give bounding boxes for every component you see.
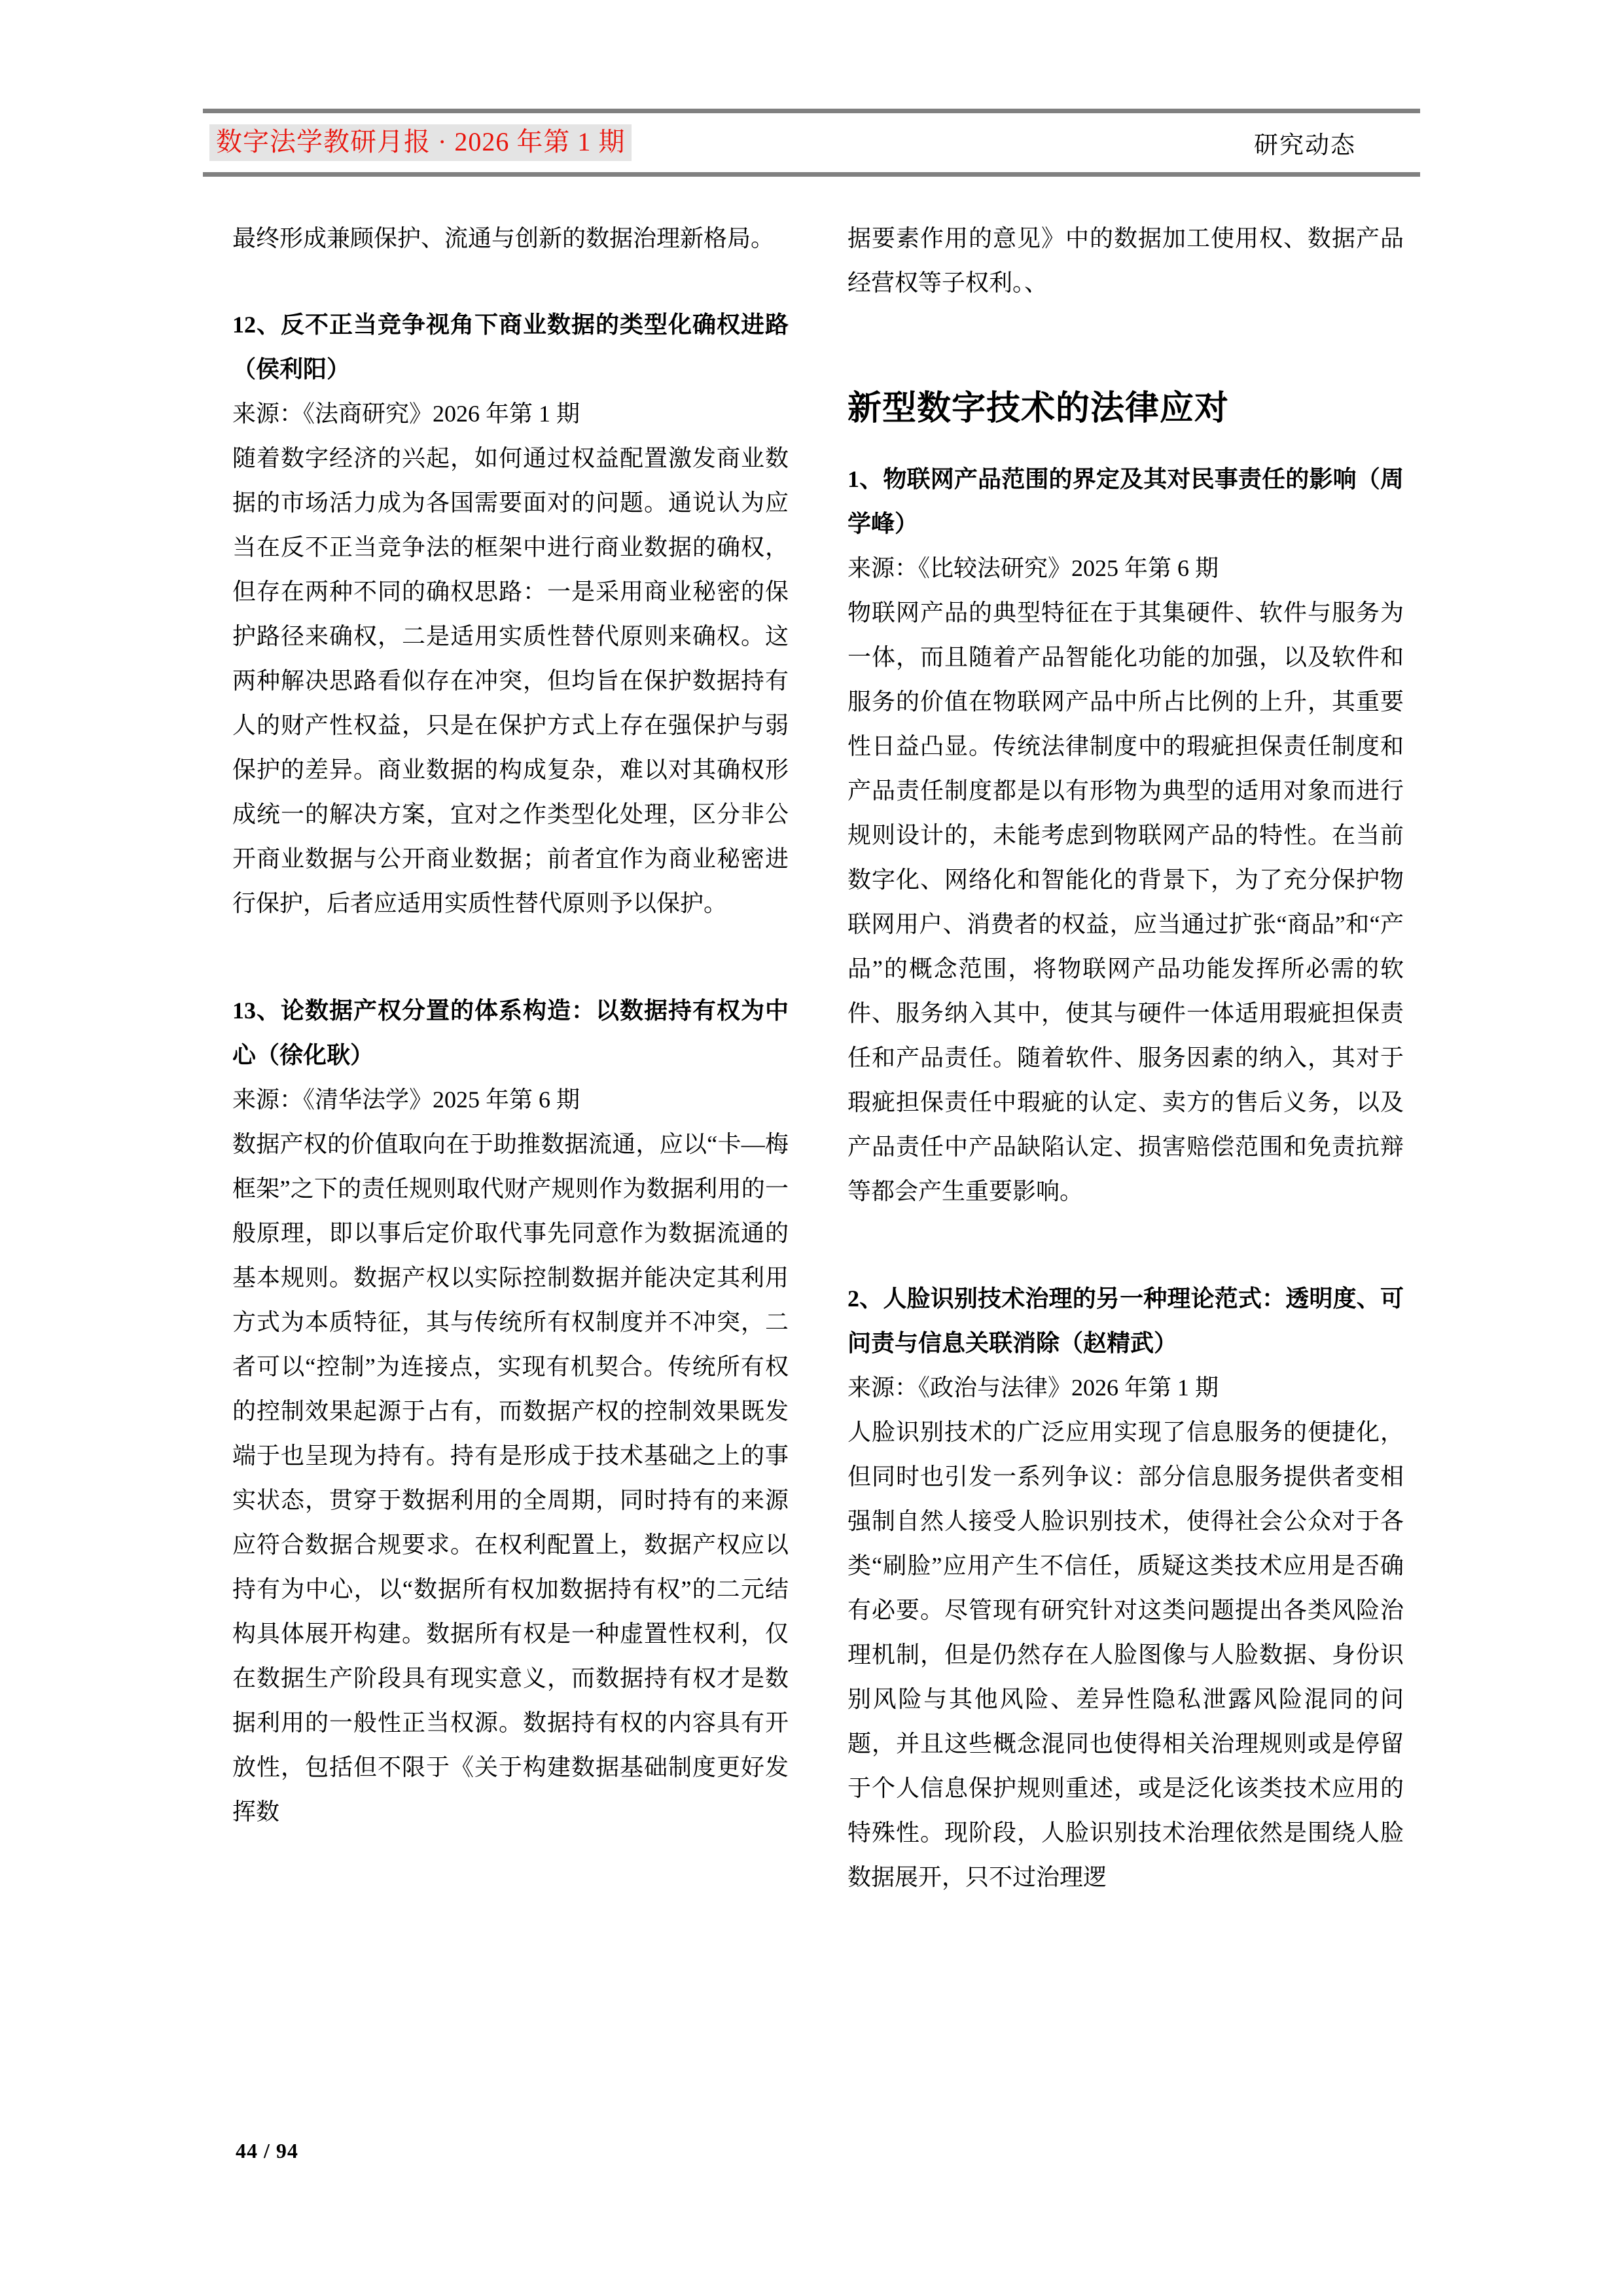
entry-source-13: 来源：《清华法学》2025 年第 6 期 [232, 1086, 580, 1113]
entry-body-1: 物联网产品的典型特征在于其集硬件、软件与服务为一体，而且随着产品智能化功能的加强，以及软件和服务的价值在物联网产品中所占比例的上升，其重要性日益凸显。传统法律制度中的瑕疵担保责任制度和产品责任制度都是以有形物为典型的适用对象而进行规则设计的，未能考虑到物联网产品的特性。在当前数字化、网络化和智能化的背景下，为了充分保护物联网用户、消费者的权益，应当通过扩张“商品”和“产品”的概念范围，将物联网产品功能发挥所必需的软件、服务纳入其中，使其与硬件一体适用瑕疵担保责任和产品责任。随着软件、服务因素的纳入，其对于瑕疵担保责任中瑕疵的认定、卖方的售后义务，以及产品责任中产品缺陷认定、损害赔偿范围和免责抗辩等都会产生重要影响。 [847, 600, 1404, 1204]
entry-heading-13: 13、论数据产权分置的体系构造：以数据持有权为中心（徐化耿） [232, 997, 789, 1068]
page-number: 44 / 94 [236, 2139, 298, 2162]
entry-source-1: 来源：《比较法研究》2025 年第 6 期 [847, 555, 1219, 581]
entry-body-12: 随着数字经济的兴起，如何通过权益配置激发商业数据的市场活力成为各国需要面对的问题。通说认为应当在反不正当竞争法的框架中进行商业数据的确权，但存在两种不同的确权思路：一是采用商业秘密的保护路径来确权，二是适用实质性替代原则来确权。这两种解决思路看似存在冲突，但均旨在保护数据持有人的财产性权益，只是在保护方式上存在强保护与弱保护的差异。商业数据的构成复杂，难以对其确权形成统一的解决方案，宜对之作类型化处理，区分非公开商业数据与公开商业数据；前者宜作为商业秘密进行保护，后者应适用实质性替代原则予以保护。 [232, 445, 789, 916]
spacer [232, 260, 789, 302]
section-label: 研究动态 [1254, 132, 1356, 159]
entry-source-12: 来源：《法商研究》2026 年第 1 期 [232, 401, 580, 427]
right-column [847, 216, 1404, 2114]
running-header [203, 109, 1420, 177]
spacer [847, 305, 1404, 384]
entry-source-2: 来源：《政治与法律》2026 年第 1 期 [847, 1374, 1219, 1401]
entry-heading-1: 1、物联网产品范围的界定及其对民事责任的影响（周学峰） [847, 466, 1404, 537]
running-header-inner [203, 113, 1420, 172]
spacer [232, 925, 789, 988]
entry-heading-12: 12、反不正当竞争视角下商业数据的类型化确权进路（侯利阳） [232, 312, 789, 382]
body-columns [232, 216, 1404, 2114]
entry-body-2: 人脸识别技术的广泛应用实现了信息服务的便捷化，但同时也引发一系列争议：部分信息服务提供者变相强制自然人接受人脸识别技术，使得社会公众对于各类“刷脸”应用产生不信任，质疑这类技术应用是否确有必要。尽管现有研究针对这类问题提出各类风险治理机制，但是仍然存在人脸图像与人脸数据、身份识别风险与其他风险、差异性隐私泄露风险混同的问题，并且这些概念混同也使得相关治理规则或是停留于个人信息保护规则重述，或是泛化该类技术应用的特殊性。现阶段，人脸识别技术治理依然是围绕人脸数据展开，只不过治理逻 [847, 1419, 1404, 1890]
spacer [847, 435, 1404, 457]
major-section-heading: 新型数字技术的法律应对 [847, 390, 1230, 427]
carryover-paragraph-left: 最终形成兼顾保护、流通与创新的数据治理新格局。 [232, 225, 775, 251]
left-column [232, 216, 789, 2114]
journal-title: 数字法学教研月报 · 2026 年第 1 期 [209, 124, 632, 161]
carryover-paragraph-right: 据要素作用的意见》中的数据加工使用权、数据产品经营权等子权利。、 [847, 225, 1404, 296]
spacer [847, 1213, 1404, 1276]
entry-heading-2: 2、人脸识别技术治理的另一种理论范式：透明度、可问责与信息关联消除（赵精武） [847, 1285, 1404, 1356]
entry-body-13: 数据产权的价值取向在于助推数据流通，应以“卡—梅框架”之下的责任规则取代财产规则作为数据利用的一般原理，即以事后定价取代事先同意作为数据流通的基本规则。数据产权以实际控制数据并能决定其利用方式为本质特征，其与传统所有权制度并不冲突，二者可以“控制”为连接点，实现有机契合。传统所有权的控制效果起源于占有，而数据产权的控制效果既发端于也呈现为持有。持有是形成于技术基础之上的事实状态，贯穿于数据利用的全周期，同时持有的来源应符合数据合规要求。在权利配置上，数据产权应以持有为中心，以“数据所有权加数据持有权”的二元结构具体展开构建。数据所有权是一种虚置性权利，仅在数据生产阶段具有现实意义，而数据持有权才是数据利用的一般性正当权源。数据持有权的内容具有开放性，包括但不限于《关于构建数据基础制度更好发挥数 [232, 1131, 789, 1825]
